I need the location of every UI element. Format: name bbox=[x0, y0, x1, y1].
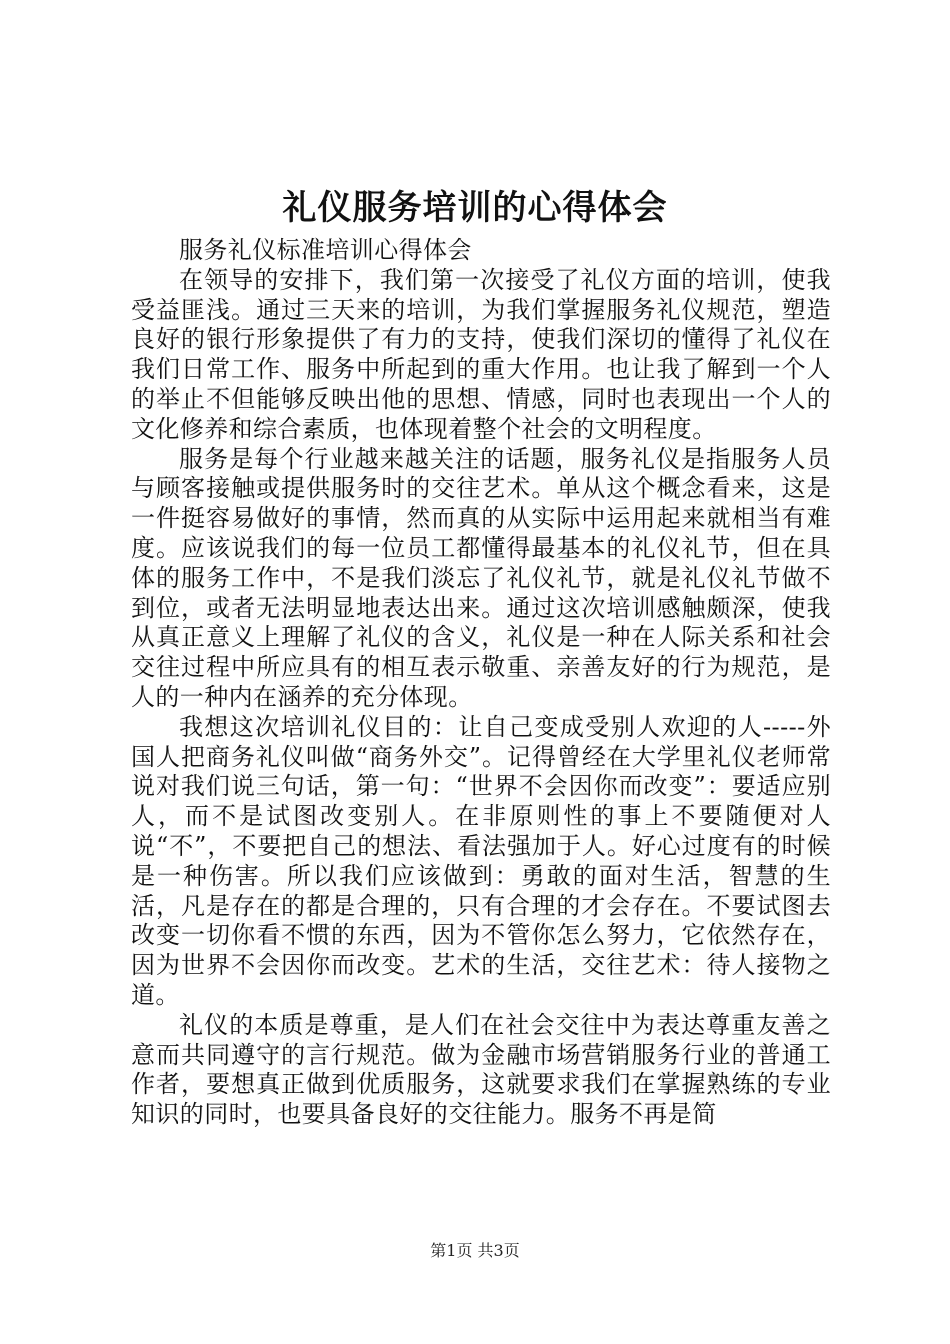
paragraph-3: 我想这次培训礼仪目的：让自己变成受别人欢迎的人-----外国人把商务礼仪叫做“商务外交”。记得曾经在大学里礼仪老师常说对我们说三句话，第一句：“世界不会因你而改变”：要适应别人，而不是试图改变别人。在非原则性的事上不要随便对人说“不”，不要把自己的想法、看法强加于人。好心过度有的时候是一种伤害。所以我们应该做到：勇敢的面对生活，智慧的生活，凡是存在的都是合理的，只有合理的才会存在。不要试图去改变一切你看不惯的东西，因为不管你怎么努力，它依然存在，因为世界不会因你而改变。艺术的生活，交往艺术：待人接物之道。 bbox=[131, 712, 831, 1009]
document-body bbox=[131, 236, 831, 1130]
paragraph-2: 服务是每个行业越来越关注的话题，服务礼仪是指服务人员与顾客接触或提供服务时的交往艺术。单从这个概念看来，这是一件挺容易做好的事情，然而真的从实际中运用起来就相当有难度。应该说我们的每一位员工都懂得最基本的礼仪礼节，但在具体的服务工作中，不是我们淡忘了礼仪礼节，就是礼仪礼节做不到位，或者无法明显地表达出来。通过这次培训感触颇深，使我从真正意义上理解了礼仪的含义，礼仪是一种在人际关系和社会交往过程中所应具有的相互表示敬重、亲善友好的行为规范，是人的一种内在涵养的充分体现。 bbox=[131, 444, 831, 711]
paragraph-1: 在领导的安排下，我们第一次接受了礼仪方面的培训，使我受益匪浅。通过三天来的培训，为我们掌握服务礼仪规范，塑造良好的银行形象提供了有力的支持，使我们深切的懂得了礼仪在我们日常工作、服务中所起到的重大作用。也让我了解到一个人的举止不但能够反映出他的思想、情感，同时也表现出一个人的文化修养和综合素质，也体现着整个社会的文明程度。 bbox=[131, 265, 831, 443]
paragraph-4: 礼仪的本质是尊重，是人们在社会交往中为表达尊重友善之意而共同遵守的言行规范。做为金融市场营销服务行业的普通工作者，要想真正做到优质服务，这就要求我们在掌握熟练的专业知识的同时，也要具备良好的交往能力。服务不再是简 bbox=[131, 1010, 831, 1129]
document-title: 礼仪服务培训的心得体会 bbox=[282, 188, 668, 228]
document-subtitle: 服务礼仪标准培训心得体会 bbox=[179, 236, 472, 264]
page-footer: 第1页 共3页 bbox=[430, 1241, 520, 1260]
